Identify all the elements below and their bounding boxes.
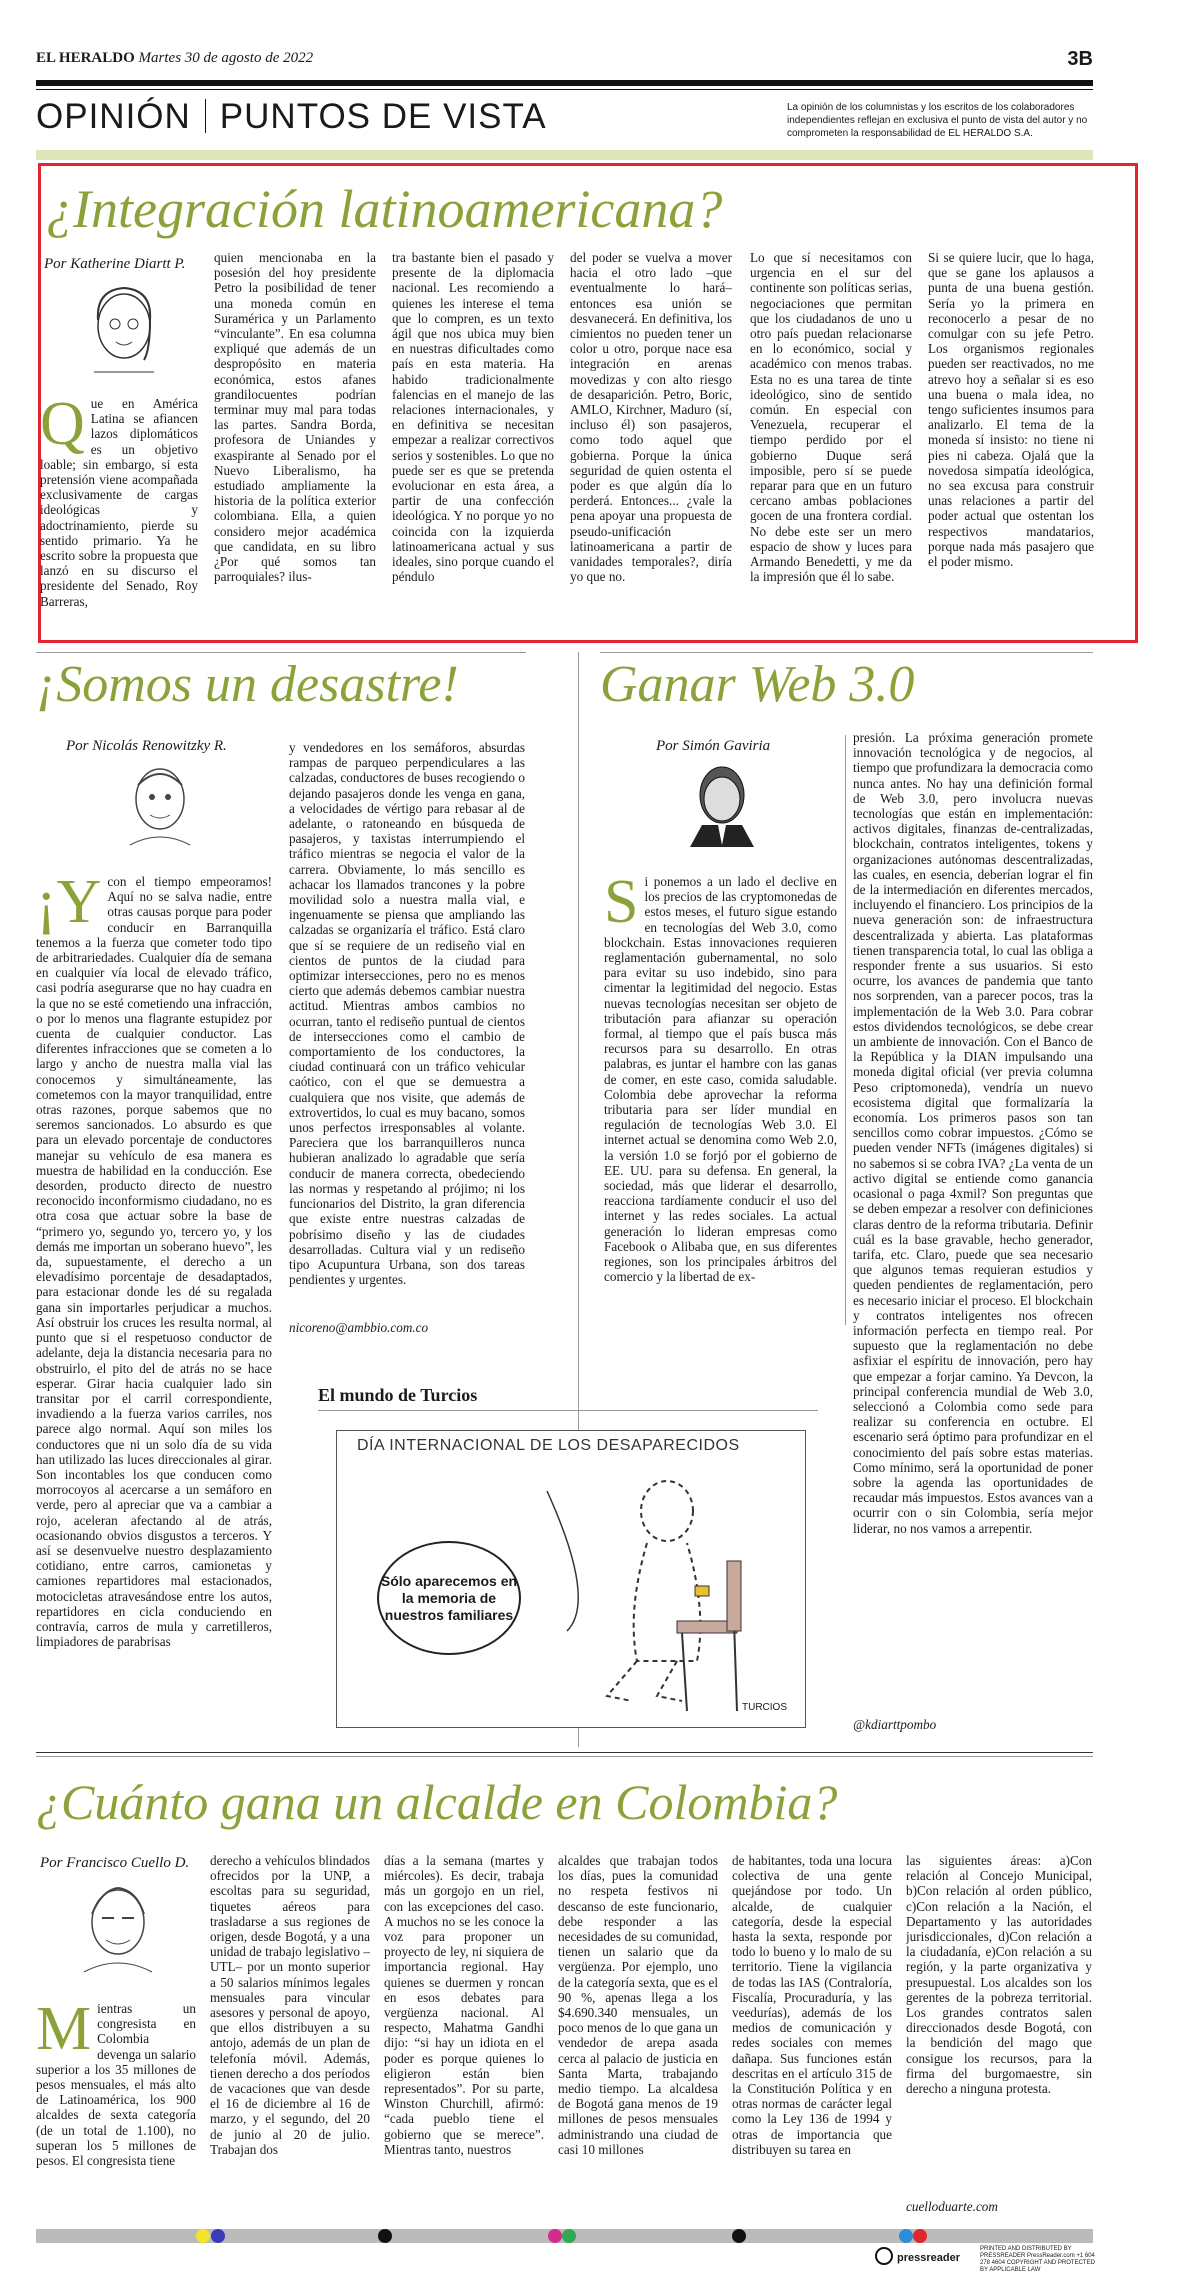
article4-signature: cuelloduarte.com	[906, 2199, 998, 2214]
article2-byline: Por Nicolás Renowitzky R.	[66, 738, 227, 754]
author-portrait-diartt	[84, 280, 164, 375]
article1-col1	[40, 396, 198, 641]
page-number: 3B	[1067, 48, 1093, 70]
article4-col1	[36, 2001, 196, 2216]
disclaimer: La opinión de los columnistas y los escritos de los colaboradores independientes reflejan en exclusiva el punto de vista del autor y no comprometen la responsabilidad de EL HERALDO S.A.	[787, 102, 1088, 139]
speech-bubble: Sólo aparecemos en la memoria de nuestros familiares	[377, 1541, 521, 1655]
article2-col1	[36, 874, 272, 1697]
article2-col1-text: con el tiempo empeoramos! Aquí no se salva nadie, entre otras causas porque para poder conducir en Barranquilla tenemos a la fuerza que cometer todo tipo de arbitrariedades. Cualquier día de semana en cualquier vía local de elevado tráfico, casi podría asegurarse que no hay cuadra en la que no se esté cometiendo una infracción, o por lo menos una flagrante estupidez por cuenta de cualquier conductor. Las diferentes infracciones que se cometen a lo largo y ancho de nuestra malla vial las conocemos y simultáneamente, las cometemos con la mayor tranquilidad, entre otras razones, porque sabemos que no seremos sancionados. Lo absurdo es que para un elevado porcentaje de conductores manejar su vehículo de esa manera es muestra de habilidad en la conducción. Ese desorden, producto directo de nuestro reconocido inconformismo ciudadano, no es otra cosa que actuar sobre la base de “primero yo, segundo yo, tercero yo, y los demás me importan un soberano huevo”, les da, supuestamente, el derecho a un elevadísimo porcentaje de desadaptados, para estacionar donde les dé su regalada gana sin importarles perjudicar a muchos. Así obstruir los cruces les resulta normal, al punto que si el respetuoso conductor de adelante, deja la distancia necesaria para no obstruirlo, el pito del de atrás no se hace esperar. Girar hacia cualquier lado sin transitar por el carril correspondiente, invadiendo a la fuerza varios carriles, nos parece algo normal. Aquí son miles los conductores que ni un solo día de su vida han utilizado las luces direccionales al girar. Son incontables los que conducen como morrocoyos al acercarse a un semáforo en verde, pero al apreciar que va a cambiar a rojo, aceleran afectando al de atrás, ocasionando obvios disgustos a terceros. Y así se desenvuelve nuestro desplazamiento cotidiano, entre carros, camionetas y camiones repartidores mal estacionados, motocicletas atravesándose entre los autos, repartidores en cicla conduciendo en contravía, carros de mula y carretilleros, limpiadores de parabrisas	[36, 874, 272, 1650]
registration-dot-blue	[211, 2229, 225, 2243]
cartoon-figure-illustration	[527, 1471, 787, 1721]
article3-byline: Por Simón Gaviria	[656, 738, 771, 754]
article4-byline: Por Francisco Cuello D.	[40, 1855, 190, 1871]
article2-dropcap: ¡Y	[36, 874, 102, 936]
article1-col3: tra bastante bien el pasado y presente de la diplomacia nacional. Les recomiendo a quienes les interese el tema que lo compren, es un texto ágil que nos ubica muy bien en nuestras dificultades como país en esta materia. Ha habido tradicionalmente falencias en el manejo de las relaciones internacionales, y en definitiva se necesitan empezar a realizar correctivos serios y sostenibles. Lo que no puede ser es que se pretenda evolucionar en esta área, a partir de una confección ideológica. Y no porque yo no coincida con la izquierda latinoamericana actual y sus ideales, sino porque cuando el péndulo	[392, 250, 554, 585]
article4-col4: alcaldes que trabajan todos los días, pues la comunidad no respeta festivos ni descanso de este funcionario, debe responder a las necesidades de su comunidad, tienen un salario que da vergüenza. Por ejemplo, uno de la categoría sexta, que es el 90 %, apenas llega a los $4.690.340 mensuales, un poco menos de lo que gana un vendedor de arepa asada cerca al palacio de justicia en Santa Marta, trabajando medio tiempo. La alcaldesa de Bogotá gana menos de 19 millones de pesos mensuales administrando una ciudad de casi 10 millones	[558, 1853, 718, 2157]
article4-col5: de habitantes, toda una locura colectiva de una gente quejándose por todo. Un alcalde, de cualquier categoría, desde la especial hasta la sexta, responde por todo lo bueno y lo malo de su territorio. Tiene la vigilancia de todas las IAS (Contraloría, Fiscalía, Procuraduría, y las veedurías), además de los medios de comunicación y redes sociales con memes dañapa. Sus funciones están descritas en el artículo 315 de la Constitución Política y en otras normas de carácter legal como la Ley 136 de 1994 y otras de importancia que distribuyen su tarea en	[732, 1853, 892, 2157]
section-title	[36, 97, 547, 137]
author-portrait-renowitzky	[122, 755, 198, 847]
issue-date: Martes 30 de agosto de 2022	[138, 50, 314, 66]
article1-col1-text: ue en América Latina se afiancen lazos diplomáticos es un objetivo loable; sin embargo, si esta pretensión viene acompañada exclusivamente de cargas ideológicas y adoctrinamiento, pierde su sentido primario. Ya he escrito sobre la propuesta que lanzó en su discurso el presidente del Senado, Roy Barreras,	[40, 396, 198, 609]
article3-col1	[604, 874, 837, 1322]
author-portrait-gaviria	[684, 755, 760, 847]
article2-col2: y vendedores en los semáforos, absurdas rampas de parqueo perpendiculares a las calzadas, conductores de buses recogiendo o dejando pasajeros donde les venga en gana, a velocidades de vértigo para rebasar al de adelante, o ratoneando en búsqueda de pasajeros, y taxistas interrumpiendo el tráfico mientras se negocia el valor de la carrera. Obviamente, lo más sencillo es achacar los llamados trancones y la pobre movilidad solo a nuestra malla vial, e ingenuamente se piensa que ampliando las calzadas se organizaría el tráfico. Está claro que sí se requiere de un rediseño vial en cientos de puntos de la ciudad para optimizar intersecciones, pero no es menos cierto que además debemos cambiar nuestra actitud. Mientras ambos cambios no ocurran, tanto el rediseño puntual de cientos de intersecciones como el cambio de comportamiento de los conductores, la ciudad continuará con un tráfico vehicular caótico, con el que se demuestra a cualquiera que nos visite, que además de extrovertidos, lo cual es muy bacano, somos unos perfectos irresponsables al volante. Pareciera que los barranquilleros nunca hubieran analizado lo agradable que sería conducir de manera correcta, obedeciendo las normas y respetando al prójimo; ni los funcionarios del Distrito, la gran diferencia que existe entre nuestras calzadas de pobrísimo diseño y las de ciudades desarrolladas. Cultura vial y un rediseño tipo Acupuntura Urbana, son dos tareas pendientes y urgentes.	[289, 740, 525, 1288]
section-right: PUNTOS DE VISTA	[219, 97, 547, 136]
article4-col1-text: ientras un congresista en Colombia devenga un salario superior a los 35 millones de pesos mensuales, el más alto de Latinoamérica, los 900 alcaldes de sexta categoría (de un total de 1.100), no superan los 5 millones de pesos. El congresista tiene	[36, 2001, 196, 2169]
divider	[36, 1752, 1093, 1753]
cartoon	[336, 1430, 806, 1728]
article4-dropcap: M	[36, 2001, 92, 2063]
article3-signature: @kdiarttpombo	[853, 1717, 937, 1732]
divider	[318, 1410, 818, 1411]
masthead-rule-thin	[36, 89, 1093, 90]
article3-col2: presión. La próxima generación promete innovación tecnológica y de negocios, al tiempo que profundizara la democracia como nunca antes. No hay una definición formal de Web 3.0, pero involucra nuevas tecnologías que están en implementación: activos digitales, finanzas de-centralizadas, blockchain, contratos inteligentes, tokens y organizaciones autónomas descentralizadas, las cuales, en esencia, deberían lograr el fin de la intermediación en diferentes mercados, incluyendo el financiero. Los principios de la nueva generación son: de infraestructura descentralizada y abierta. Las plataformas tienen transparencia total, lo cual las obliga a responder frente a sus usuarios. Si esto ocurre, los avances de pandemia que tanto nos sorprenden, van a parecer pocos, tras la implementación de la Web 3.0. Para cobrar estos dividendos tecnológicos, se debe crear un ambiente de innovación. Con el Banco de la República y la DIAN impulsando una moneda digital oficial (ver previa columna Peso criptomoneda), vendría un nuevo ecosistema digital que formalizaría la economía. Los primeros pasos son tan sencillos como cobrar impuestos. ¿Cómo se pueden vender NFTs (imágenes digitales) si no sabemos si se cobra IVA? ¿La venta de un activo digital se entiende como ganancia ocasional o paga 4xmil? Son preguntas que se deben empezar a resolver con definiciones claras dentro de la reforma tributaria. Definir cuál es la base gravable, hecho generador, tarifa, etc. Claro, puede que sea necesario que algunos temas requieran estudios y queden pendientes de reglamentación, pero es necesario iniciar el proceso. El blockchain y contratos inteligentes nos ofrecen información perfecta en tiempo real. Por supuesto que la reglamentación no debe asfixiar el espíritu de innovación, pero hay que empezar a forjar camino. Ya Devcon, la principal conferencia mundial de Web 3.0, seleccionó a Colombia como sede para realizar su conferencia en octubre. El escenario será óptimo para profundizar en el conocimiento del país sobre estas materias. Como mínimo, será la oportunidad de poner sobre la agenda las oportunidades de recaudar más impuestos. Estos avances van a ocurrir con o sin Colombia, sería mejor liderar, no nos vamos a arrepentir.	[853, 730, 1093, 1536]
registration-dot-red	[913, 2229, 927, 2243]
article1-byline: Por Katherine Diartt P.	[44, 256, 186, 272]
masthead-rule	[36, 80, 1093, 86]
article2-signature: nicoreno@ambbio.com.co	[289, 1320, 429, 1335]
article3-col1-text: i ponemos a un lado el declive en los precios de las cryptomonedas de estos meses, el futuro sigue estando en tecnologías del Web 3.0, como blockchain. Estas innovaciones requieren reglamentación gubernamental, no solo para evitar su uso indebido, sino para cimentar la legitimidad del negocio. Estas nuevas tecnologías necesitan ser objeto de tributación para afianzar su operación formal, al tiempo que el país busca más recursos para su desarrollo. En otras palabras, es juntar el hambre con las ganas de comer, en este caso, comida saludable. Colombia debe aprovechar la reforma tributaria para ser líder mundial en regulación de tecnologías Web 3.0. El internet actual se denomina como Web 2.0, la versión 1.0 se forjó por el gobierno de EE. UU. para su defensa. En general, la sociedad, más que liderar el desarrollo, reacciona tardíamente conducir el uso del internet y las redes sociales. La actual generación lo lideran empresas como Facebook o Alibaba que, en sus diferentes regiones, son los principales árbitros del comercio y la libertad de ex-	[604, 874, 837, 1285]
article1-col2: quien mencionaba en la posesión del hoy presidente Petro la posibilidad de tener una moneda común en Suramérica y un Parlamento “vinculante”. En esa columna expliqué que además de un despropósito en materia económica, estos afanes grandilocuentes podrían terminar muy mal para todas las partes. Sandra Borda, profesora de Uniandes y exaspirante al Senado por el Nuevo Liberalismo, ha estudiado ampliamente la historia de la política exterior colombiana. Ella, a quien considero mejor académica que candidata, en su libro ¿Por qué somos tan parroquiales? ilus-	[214, 250, 376, 585]
section-divider	[205, 99, 206, 133]
pressreader-icon	[875, 2247, 893, 2265]
registration-dot-cyan	[899, 2229, 913, 2243]
author-portrait-cuello	[78, 1878, 158, 1974]
divider	[36, 1756, 1093, 1757]
pressreader-notice: PRINTED AND DISTRIBUTED BY PRESSREADER PressReader.com +1 604 278 4604 COPYRIGHT AND PROTECTED BY APPLICABLE LAW	[980, 2246, 1095, 2273]
cartoon-caption: DÍA INTERNACIONAL DE LOS DESAPARECIDOS	[357, 1437, 740, 1454]
registration-dot-yellow	[196, 2229, 210, 2243]
section-left: OPINIÓN	[36, 97, 191, 136]
registration-dot-black	[732, 2229, 746, 2243]
article4-headline[interactable]: ¿Cuánto gana un alcalde en Colombia?	[36, 1774, 838, 1830]
pressreader-logo[interactable]	[875, 2247, 960, 2265]
paper-name: EL HERALDO	[36, 50, 135, 66]
article4-col6: las siguientes áreas: a)Con relación al Concejo Municipal, b)Con relación al orden público, c)Con relación a la Nación, el Departamento y las autoridades jurisdiccionales, d)Con relación a la ciudadanía, e)Con relación a su región, y la parte organizativa y presupuestal. Los alcaldes son los gerentes de la pobreza territorial. Los grandes contratos salen direccionados desde Bogotá, con la bendición del mago que consigue los recursos, para la firma del burgomaestre, sin derecho a ninguna protesta.	[906, 1853, 1092, 2097]
column-divider	[845, 735, 846, 1325]
article3-dropcap: S	[604, 874, 639, 936]
masthead	[36, 50, 313, 67]
article2-headline[interactable]: ¡Somos un desastre!	[36, 656, 459, 713]
article1-col4: del poder se vuelva a mover hacia el otro lado –que eventualmente lo hará– entonces esa unión se desvanecerá. En definitiva, los cimientos no pueden tener un color u otro, porque nace esa integración en arenas movedizas y con alto riesgo de desaparición. Petro, Boric, AMLO, Kirchner, Maduro (sí, incluso él) son pasajeros, como todo aquel que gobierna. Porque la única seguridad de quien ostenta el poder es que algún día lo perderá. Entonces... ¿vale la pena apoyar una propuesta de pseudo-unificación latinoamericana a partir de vanidades temporales?, diría yo que no.	[570, 250, 732, 585]
article1-col5: Lo que sí necesitamos con urgencia en el sur del continente son políticas serias, negociaciones que permitan que los ciudadanos de uno u otro país puedan relacionarse en lo económico, social y académico con menos trabas. Esta no es una tarea de tinte ideológico, sino de sentido común. En especial con Venezuela, recuperar el tiempo perdido por el gobierno Duque será imposible, pero sí se puede reparar para que en un futuro cercano ambas poblaciones gocen de una frontera cordial. No debe este ser un mero espacio de show y luces para Armando Benedetti, y me da la impresión que él lo sabe.	[750, 250, 912, 585]
pressreader-label: pressreader	[897, 2252, 960, 2264]
article4-col3: días a la semana (martes y miércoles). Es decir, trabaja más un gorgojo en un riel, con las excepciones del caso. A muchos no se les conoce la voz para proponer un proyecto de ley, ni siquiera de importancia regional. Hay quienes se duermen y roncan en esos debates para vergüenza nacional. Al respecto, Mahatma Gandhi dijo: “si hay un idiota en el poder es porque quienes lo eligieron están bien representados”. Por su parte, Winston Churchill, afirmó: “cada pueblo tiene el gobierno que se merece”. Mientras tanto, nuestros	[384, 1853, 544, 2157]
article3-headline[interactable]: Ganar Web 3.0	[600, 656, 915, 713]
divider	[600, 652, 1093, 653]
cartoon-section-title: El mundo de Turcios	[318, 1385, 478, 1405]
cartoonist-signature: TURCIOS	[742, 1702, 787, 1713]
registration-dot-green	[562, 2229, 576, 2243]
section-band	[36, 150, 1093, 160]
article1-headline[interactable]: ¿Integración latinoamericana?	[46, 179, 723, 239]
article1-dropcap: Q	[40, 396, 85, 458]
registration-dot-black	[378, 2229, 392, 2243]
registration-dot-magenta	[548, 2229, 562, 2243]
divider	[36, 652, 526, 653]
article4-col2: derecho a vehículos blindados ofrecidos por la UNP, a escoltas para su seguridad, tiquetes aéreos para trasladarse a sus regiones de origen, desde Bogotá, y a una unidad de trabajo legislativo –UTL– por un monto superior a 50 salarios mínimos legales mensuales para vincular asesores y personal de apoyo, que ellos distribuyen a su antojo, además de un plan de telefonía móvil. Además, tienen derecho a dos períodos de vacaciones que van desde el 16 de diciembre al 16 de marzo, y el segundo, del 20 de junio al 20 de julio. Trabajan dos	[210, 1853, 370, 2157]
article1-col6: Si se quiere lucir, que lo haga, que se gane los aplausos a punta de una buena gestión. Sería yo la primera en reconocerlo a pesar de no comulgar con su jefe Petro. Los organismos regionales pueden ser reactivados, no me atrevo hoy a señalar si es eso una buena o mala idea, no tengo suficientes insumos para analizarlo. El tema de la moneda sí insisto: no tiene ni pies ni cabeza. Ojalá que la novedosa simpatía ideológica, no sea excusa para construir unas relaciones a partir del poder actual que ostentan los respectivos mandatarios, porque nada más pasajero que el poder mismo.	[928, 250, 1094, 570]
